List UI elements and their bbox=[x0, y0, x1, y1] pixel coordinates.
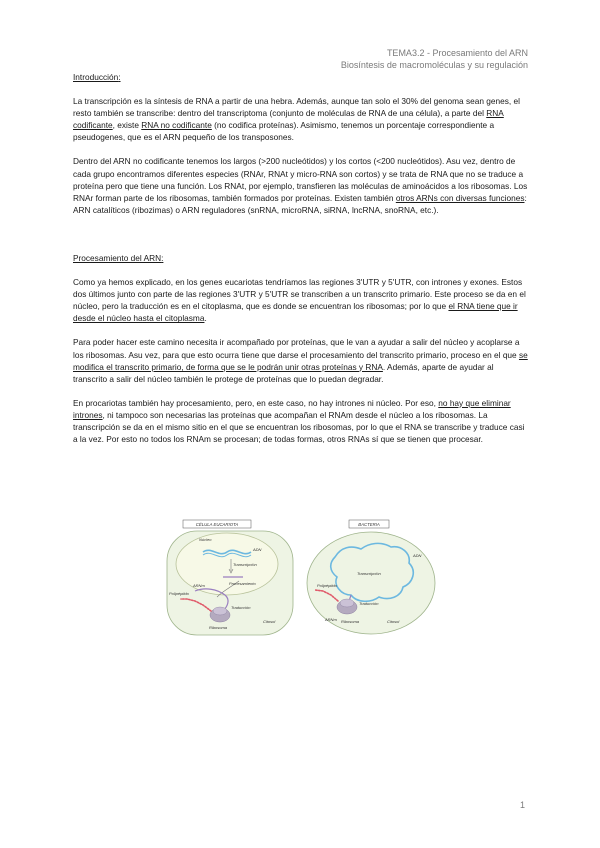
euk-label-polypeptide: Polipéptido bbox=[169, 591, 189, 596]
euk-label-translation: Traducción bbox=[231, 605, 251, 610]
euk-label-processing: Procesamiento bbox=[229, 581, 256, 586]
bac-label-polypeptide: Polipéptido bbox=[317, 583, 337, 588]
bac-label-dna: ADN bbox=[413, 553, 422, 558]
euk-label-cytosol: Citosol bbox=[263, 619, 276, 624]
intro-paragraph-2: Dentro del ARN no codificante tenemos los largos (>200 nucleótidos) y los cortos (<200 nucleótidos). Asu vez, dentro de cada grupo encontramos diferentes especies (RNAr, RNAt y micro-RNA son cortos) y se trata de RNA que no se traduce a proteína pero que tiene una función. Los RNAt, por ejemplo, transfieren las moléculas de aminoácidos a los ribosomas. Los RNAr forman parte de los ribosomas, también formados por proteínas. Existen también otros ARNs con diversas funciones: ARN catalíticos (ribozimas) o ARN reguladores (snRNA, microRNA, siRNA, lncRNA, snoRNA, etc.). bbox=[73, 156, 528, 215]
euk-title: CÉLULA EUCARIOTA bbox=[195, 522, 239, 528]
euk-label-ribosome: Ribosoma bbox=[209, 625, 228, 630]
page-header bbox=[341, 47, 528, 71]
bac-label-mrna: ARNm bbox=[325, 617, 337, 622]
transcription-translation-figure bbox=[165, 517, 455, 637]
processing-paragraph-1: Como ya hemos explicado, en los genes eucariotas tendríamos las regiones 3'UTR y 5'UTR, con intrones y exones. Estos dos últimos junto con parte de las regiones 3'UTR y 5'UTR se transcriben a un transcrito primario. Este proceso se da en el núcleo, pero la traducción es en el citoplasma, que es donde se encuentran los ribosomas; por lo que el RNA tiene que ir desde el núcleo hasta el citoplasma. bbox=[73, 277, 526, 324]
bac-title: BACTERIA bbox=[358, 522, 380, 528]
bac-label-ribosome: Ribosoma bbox=[341, 619, 360, 624]
processing-paragraph-2: Para poder hacer este camino necesita ir acompañado por proteínas, que le van a ayudar a salir del núcleo y acoplarse a los ribosomas. Asu vez, para que esto ocurra tiene que darse el procesamiento del transcrito primario, proceso en el que se modifica el transcrito primario, de forma que se le podrán unir otras proteínas y RNA. Además, aparte de ayudar al transcrito a salir del núcleo también le protege de proteínas que lo puedan degradar. bbox=[73, 337, 528, 384]
section-title-processing: Procesamiento del ARN: bbox=[73, 252, 164, 263]
intro-paragraph-1: La transcripción es la síntesis de RNA a partir de una hebra. Además, aunque tan solo el 30% del genoma sean genes, el resto también se transcribe: dentro del transcriptoma (conjunto de moléculas de RNA de una célula), a parte del RNA codificante, existe RNA no codificante (no codifica proteínas). Asimismo, tenemos un porcentaje correspondiente a pseudogenes, que es el ARN pequeño de los transposones. bbox=[73, 96, 520, 143]
document-body bbox=[73, 71, 528, 445]
euk-label-nucleus: Núcleo bbox=[199, 537, 212, 542]
euk-nucleus bbox=[176, 533, 278, 595]
eukaryotic-cell-diagram bbox=[167, 520, 293, 635]
processing-paragraph-3: En procariotas también hay procesamiento, pero, en este caso, no hay intrones ni núcleo. Por eso, no hay que eliminar intrones, ni tampoco son necesarias las proteínas que acompañan el RNAm desde el núcleo a los ribosomas. La transcripción se da en el mismo sitio en el que se encuentran los ribosomas, por lo que el RNA se transcribe y traduce casi a la vez. Por esto no todos los RNAm se procesan; de todas formas, otros RNAs sí que se tienen que procesar. bbox=[73, 397, 525, 445]
bac-label-translation: Traducción bbox=[359, 601, 379, 606]
page-number: 1 bbox=[519, 800, 525, 810]
euk-label-mrna: ARNm bbox=[193, 583, 205, 588]
euk-label-dna: ADN bbox=[253, 547, 262, 552]
header-subject: Biosíntesis de macromoléculas y su regulación bbox=[340, 60, 528, 70]
bac-label-cytosol: Citosol bbox=[387, 619, 400, 624]
euk-label-transcription: Transcripción bbox=[233, 562, 257, 567]
section-title-introduction: Introducción: bbox=[73, 72, 121, 82]
bac-label-transcription: Transcripción bbox=[357, 571, 381, 576]
bacterium-diagram bbox=[307, 520, 435, 634]
header-course-title: TEMA3.2 - Procesamiento del ARN bbox=[386, 48, 528, 58]
